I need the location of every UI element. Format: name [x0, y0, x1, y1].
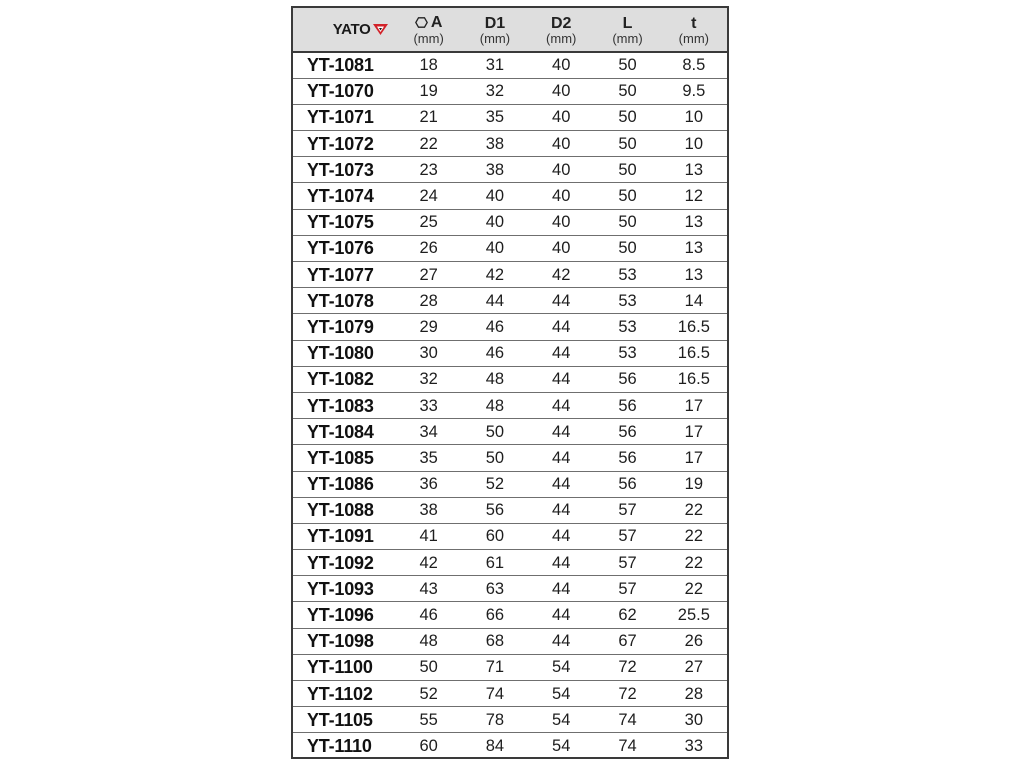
model-cell: YT-1081 [307, 55, 374, 76]
model-cell: YT-1075 [293, 209, 395, 235]
length-cell: 50 [594, 235, 660, 261]
d1-cell: 78 [462, 707, 528, 733]
d2-cell: 44 [528, 392, 594, 418]
model-cell: YT-1100 [293, 654, 395, 680]
length-cell: 57 [594, 497, 660, 523]
table-row [293, 628, 727, 654]
model-cell: YT-1080 [293, 340, 395, 366]
d1-cell: 38 [462, 157, 528, 183]
t-cell: 17 [661, 419, 727, 445]
size-a-cell: 60 [395, 733, 461, 759]
t-cell: 19 [661, 471, 727, 497]
table-row [293, 157, 727, 183]
model-cell: YT-1078 [293, 288, 395, 314]
d2-cell: 44 [528, 576, 594, 602]
t-cell: 22 [661, 523, 727, 549]
model-cell: YT-1086 [293, 471, 395, 497]
size-a-cell: 36 [395, 471, 461, 497]
size-a-cell: 43 [395, 576, 461, 602]
t-cell: 12 [661, 183, 727, 209]
column-label-d2: D2 [550, 14, 572, 32]
length-cell: 50 [594, 104, 660, 130]
model-cell: YT-1082 [293, 366, 395, 392]
length-cell: 67 [594, 628, 660, 654]
d2-cell: 54 [528, 654, 594, 680]
d2-cell: 42 [528, 262, 594, 288]
length-cell: 57 [594, 576, 660, 602]
d1-cell: 42 [462, 262, 528, 288]
size-a-cell: 52 [395, 681, 461, 707]
t-cell: 13 [661, 235, 727, 261]
table-row [293, 52, 727, 78]
model-cell: YT-1071 [293, 104, 395, 130]
size-a-cell: 46 [395, 602, 461, 628]
column-header-l [594, 8, 660, 52]
t-cell: 16.5 [661, 366, 727, 392]
column-unit-d2: (mm) [546, 30, 577, 46]
model-cell: YT-1079 [293, 314, 395, 340]
d1-cell: 46 [462, 314, 528, 340]
size-a-cell: 50 [395, 654, 461, 680]
size-a-cell: 18 [419, 56, 438, 75]
t-cell: 27 [661, 654, 727, 680]
table-row [293, 523, 727, 549]
column-unit-t: (mm) [678, 30, 709, 46]
table-row [293, 497, 727, 523]
size-a-cell: 24 [395, 183, 461, 209]
t-cell: 10 [661, 131, 727, 157]
t-cell: 22 [661, 497, 727, 523]
table-row [293, 471, 727, 497]
t-cell: 28 [661, 681, 727, 707]
size-a-cell: 28 [395, 288, 461, 314]
t-cell: 13 [661, 157, 727, 183]
table-row [293, 183, 727, 209]
column-header-a [395, 8, 461, 52]
d1-cell: 61 [462, 550, 528, 576]
d1-cell: 52 [462, 471, 528, 497]
d2-cell: 54 [528, 707, 594, 733]
t-cell: 13 [661, 262, 727, 288]
table-row [293, 576, 727, 602]
model-cell: YT-1076 [293, 235, 395, 261]
model-cell: YT-1102 [293, 681, 395, 707]
d1-cell: 68 [462, 628, 528, 654]
d1-cell: 63 [462, 576, 528, 602]
model-cell: YT-1110 [293, 733, 395, 759]
model-cell: YT-1083 [293, 392, 395, 418]
length-cell: 74 [594, 733, 660, 759]
model-cell: YT-1073 [293, 157, 395, 183]
model-cell: YT-1098 [293, 628, 395, 654]
model-cell: YT-1074 [293, 183, 395, 209]
length-cell: 56 [594, 366, 660, 392]
size-a-cell: 29 [395, 314, 461, 340]
d1-cell: 56 [462, 497, 528, 523]
length-cell: 53 [594, 288, 660, 314]
d2-cell: 44 [528, 340, 594, 366]
d2-cell: 44 [528, 602, 594, 628]
d2-cell: 44 [528, 366, 594, 392]
t-cell: 10 [661, 104, 727, 130]
length-cell: 53 [594, 340, 660, 366]
d1-cell: 48 [462, 366, 528, 392]
table-row [293, 707, 727, 733]
table-row [293, 104, 727, 130]
d1-cell: 40 [462, 235, 528, 261]
t-cell: 8.5 [682, 56, 706, 75]
table-row [293, 392, 727, 418]
table-row [293, 131, 727, 157]
d1-cell: 66 [462, 602, 528, 628]
d1-cell: 44 [462, 288, 528, 314]
d2-cell: 54 [528, 733, 594, 759]
header-row [293, 8, 727, 52]
size-a-cell: 19 [395, 78, 461, 104]
table-row [293, 445, 727, 471]
size-a-cell: 32 [395, 366, 461, 392]
brand-logo [332, 20, 390, 38]
d2-cell: 40 [528, 235, 594, 261]
size-a-cell: 21 [395, 104, 461, 130]
table-row [293, 602, 727, 628]
t-cell: 13 [661, 209, 727, 235]
column-label-d1: D1 [484, 14, 506, 32]
length-cell: 56 [594, 419, 660, 445]
length-cell: 56 [594, 445, 660, 471]
table-row [293, 654, 727, 680]
column-header-t [661, 8, 727, 52]
yato-triangle-logo-icon [372, 23, 389, 36]
table-row [293, 733, 727, 759]
size-a-cell: 23 [395, 157, 461, 183]
model-cell: YT-1072 [293, 131, 395, 157]
model-cell: YT-1096 [293, 602, 395, 628]
table-row [293, 550, 727, 576]
d2-cell: 44 [528, 445, 594, 471]
d2-cell: 44 [528, 314, 594, 340]
d2-cell: 40 [528, 209, 594, 235]
length-cell: 57 [594, 550, 660, 576]
size-a-cell: 55 [395, 707, 461, 733]
d2-cell: 40 [552, 56, 571, 75]
table-body [293, 52, 727, 759]
size-a-cell: 41 [395, 523, 461, 549]
size-a-cell: 48 [395, 628, 461, 654]
length-cell: 50 [594, 157, 660, 183]
model-cell: YT-1105 [293, 707, 395, 733]
d1-cell: 84 [462, 733, 528, 759]
model-cell: YT-1091 [293, 523, 395, 549]
column-unit-a: (mm) [413, 30, 444, 46]
t-cell: 33 [661, 733, 727, 759]
t-cell: 9.5 [661, 78, 727, 104]
model-cell: YT-1088 [293, 497, 395, 523]
t-cell: 17 [661, 445, 727, 471]
column-label-l: L [622, 14, 633, 32]
d1-cell: 60 [462, 523, 528, 549]
length-cell: 53 [594, 314, 660, 340]
d1-cell: 46 [462, 340, 528, 366]
length-cell: 72 [594, 654, 660, 680]
d2-cell: 40 [528, 183, 594, 209]
spec-table [293, 8, 727, 759]
d2-cell: 44 [528, 419, 594, 445]
d2-cell: 44 [528, 471, 594, 497]
d1-cell: 38 [462, 131, 528, 157]
d2-cell: 40 [528, 104, 594, 130]
length-cell: 50 [594, 131, 660, 157]
model-cell: YT-1085 [293, 445, 395, 471]
size-a-cell: 33 [395, 392, 461, 418]
model-cell: YT-1077 [293, 262, 395, 288]
column-label-a: A [430, 14, 443, 32]
d2-cell: 40 [528, 131, 594, 157]
length-cell: 50 [594, 183, 660, 209]
t-cell: 22 [661, 576, 727, 602]
brand-logo-text: YATO [332, 20, 371, 38]
model-cell: YT-1093 [293, 576, 395, 602]
column-label-t: t [691, 14, 697, 32]
size-a-cell: 26 [395, 235, 461, 261]
column-unit-l: (mm) [612, 30, 643, 46]
length-cell: 56 [594, 392, 660, 418]
size-a-cell: 38 [395, 497, 461, 523]
size-a-cell: 35 [395, 445, 461, 471]
t-cell: 26 [661, 628, 727, 654]
table-row [293, 262, 727, 288]
length-cell: 72 [594, 681, 660, 707]
d2-cell: 44 [528, 288, 594, 314]
model-cell: YT-1084 [293, 419, 395, 445]
d1-cell: 40 [462, 209, 528, 235]
length-cell: 56 [594, 471, 660, 497]
table-row [293, 681, 727, 707]
d1-cell: 40 [462, 183, 528, 209]
length-cell: 50 [594, 209, 660, 235]
length-cell: 50 [618, 56, 637, 75]
d2-cell: 44 [528, 628, 594, 654]
table-row [293, 366, 727, 392]
table-row [293, 235, 727, 261]
d2-cell: 40 [528, 78, 594, 104]
d1-cell: 50 [462, 419, 528, 445]
size-a-cell: 25 [395, 209, 461, 235]
d1-cell: 35 [462, 104, 528, 130]
size-a-cell: 42 [395, 550, 461, 576]
table-row [293, 78, 727, 104]
column-header-d2 [528, 8, 594, 52]
hexagon-icon [415, 15, 428, 32]
length-cell: 57 [594, 523, 660, 549]
t-cell: 16.5 [661, 340, 727, 366]
t-cell: 17 [661, 392, 727, 418]
table-row [293, 419, 727, 445]
d1-cell: 71 [462, 654, 528, 680]
size-a-cell: 34 [395, 419, 461, 445]
length-cell: 62 [594, 602, 660, 628]
spec-table-sheet [291, 6, 729, 759]
d2-cell: 40 [528, 157, 594, 183]
t-cell: 16.5 [661, 314, 727, 340]
size-a-cell: 27 [395, 262, 461, 288]
table-row [293, 288, 727, 314]
column-header-d1 [462, 8, 528, 52]
table-header [293, 8, 727, 52]
d1-cell: 48 [462, 392, 528, 418]
d2-cell: 44 [528, 550, 594, 576]
column-unit-d1: (mm) [479, 30, 511, 46]
d1-cell: 74 [462, 681, 528, 707]
t-cell: 30 [661, 707, 727, 733]
t-cell: 14 [661, 288, 727, 314]
model-cell: YT-1092 [293, 550, 395, 576]
d2-cell: 44 [528, 523, 594, 549]
t-cell: 22 [661, 550, 727, 576]
length-cell: 53 [594, 262, 660, 288]
length-cell: 74 [594, 707, 660, 733]
d1-cell: 32 [462, 78, 528, 104]
d2-cell: 54 [528, 681, 594, 707]
size-a-cell: 30 [395, 340, 461, 366]
t-cell: 25.5 [661, 602, 727, 628]
table-row [293, 209, 727, 235]
d1-cell: 50 [462, 445, 528, 471]
length-cell: 50 [594, 78, 660, 104]
d2-cell: 44 [528, 497, 594, 523]
model-cell: YT-1070 [293, 78, 395, 104]
d1-cell: 31 [485, 56, 505, 75]
table-row [293, 314, 727, 340]
brand-cell [293, 8, 395, 52]
table-row [293, 340, 727, 366]
size-a-cell: 22 [395, 131, 461, 157]
